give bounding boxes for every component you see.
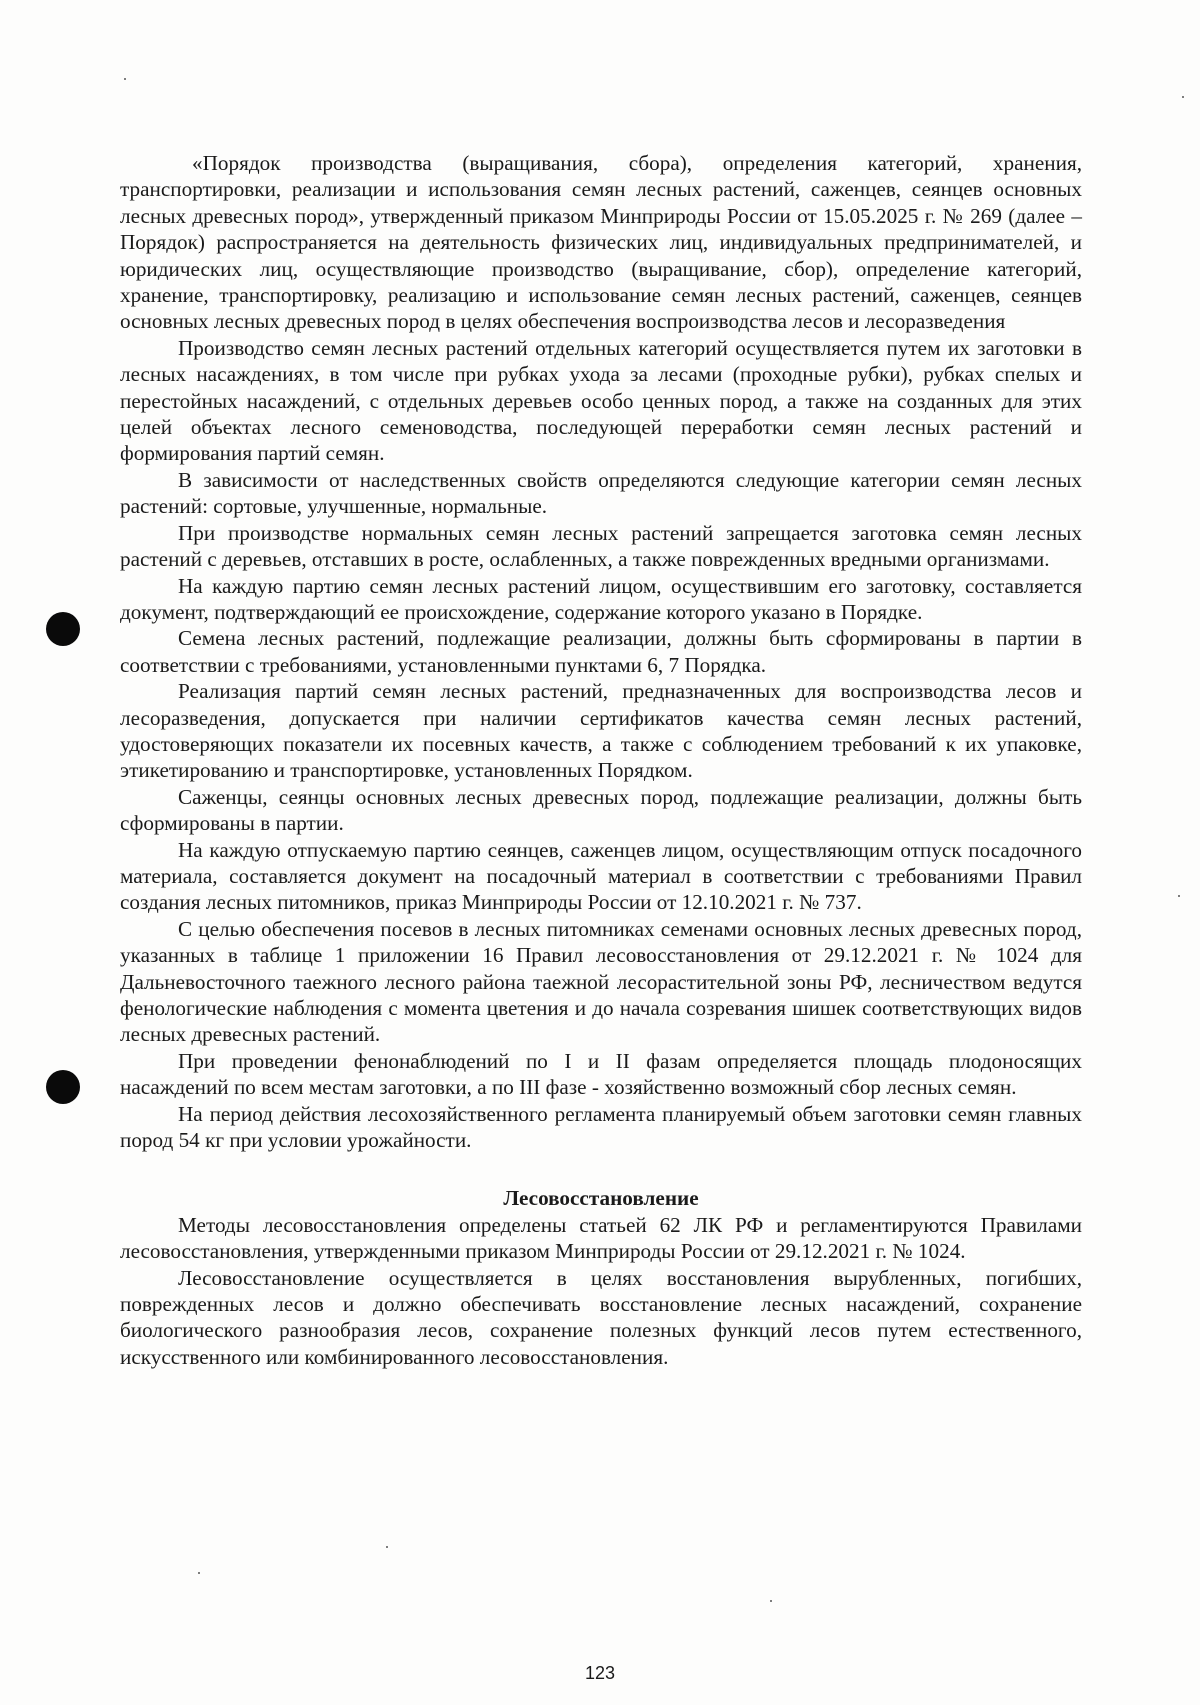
scan-speck [124, 78, 126, 80]
punch-hole-mark [46, 1070, 80, 1104]
paragraph: С целью обеспечения посевов в лесных питомниках семенами основных лесных древесных пород, указанных в таблице 1 приложении 16 Правил лесовосстановления от 29.12.2021 г. № 1024 для Дальневосточного таежного лесного района таежной лесорастительной зоны РФ, лесничеством ведутся фенологические наблюдения с момента цветения и до начала созревания шишек соответствующих видов лесных древесных растений. [120, 916, 1082, 1047]
paragraph: Производство семян лесных растений отдельных категорий осуществляется путем их заготовки в лесных насаждениях, в том числе при рубках ухода за лесами (проходные рубки), рубках спелых и перестойных насаждений, с отдельных деревьев особо ценных пород, а также на созданных для этих целей объектах лесного семеноводства, последующей переработки семян лесных растений и формирования партий семян. [120, 335, 1082, 466]
paragraph: Реализация партий семян лесных растений, предназначенных для воспроизводства лесов и лесоразведения, допускается при наличии сертификатов качества семян лесных растений, удостоверяющих показатели их посевных качеств, а также с соблюдением требований к их упаковке, этикетированию и транспортировке, установленных Порядком. [120, 679, 1082, 783]
punch-hole-mark [46, 612, 80, 646]
paragraph: На период действия лесохозяйственного регламента планируемый объем заготовки семян главных пород 54 кг при условии урожайности. [120, 1101, 1082, 1153]
paragraph: На каждую отпускаемую партию сеянцев, саженцев лицом, осуществляющим отпуск посадочного материала, составляется документ на посадочный материал в соответствии с требованиями Правил создания лесных питомников, приказ Минприроды России от 12.10.2021 г. № 737. [120, 837, 1082, 915]
document-body [120, 150, 1082, 1370]
paragraph: Семена лесных растений, подлежащие реализации, должны быть сформированы в партии в соответствии с требованиями, установленными пунктами 6, 7 Порядка. [120, 626, 1082, 677]
scan-speck [386, 1546, 388, 1548]
scan-speck [198, 1572, 200, 1574]
paragraph: В зависимости от наследственных свойств определяются следующие категории семян лесных растений: сортовые, улучшенные, нормальные. [120, 467, 1082, 519]
paragraph: При проведении фенонаблюдений по I и II фазам определяется площадь плодоносящих насаждений по всем местам заготовки, а по III фазе - хозяйственно возможный сбор лесных семян. [120, 1048, 1082, 1100]
paragraph: «Порядок производства (выращивания, сбора), определения категорий, хранения, транспортировки, реализации и использования семян лесных растений, саженцев, сеянцев основных лесных древесных пород», утвержденный приказом Минприроды России от 15.05.2025 г. № 269 (далее – Порядок) распространяется на деятельность физических лиц, индивидуальных предпринимателей, и юридических лиц, осуществляющие производство (выращивание, сбор), определение категорий, хранение, транспортировку, реализацию и использование семян лесных растений, саженцев, сеянцев основных лесных древесных пород в целях обеспечения воспроизводства лесов и лесоразведения [120, 151, 1082, 334]
scan-speck [1178, 895, 1180, 897]
paragraph: Методы лесовосстановления определены статьей 62 ЛК РФ и регламентируются Правилами лесовосстановления, утвержденными приказом Минприроды России от 29.12.2021 г. № 1024. [120, 1212, 1082, 1264]
scan-speck [1182, 96, 1184, 98]
paragraph: При производстве нормальных семян лесных растений запрещается заготовка семян лесных растений с деревьев, отставших в росте, ослабленных, а также поврежденных вредными организмами. [120, 520, 1082, 572]
paragraph: Саженцы, сеянцы основных лесных древесных пород, подлежащие реализации, должны быть сформированы в партии. [120, 784, 1082, 836]
section-heading: Лесовосстановление [503, 1186, 699, 1211]
page-number: 123 [584, 1663, 616, 1683]
paragraph: Лесовосстановление осуществляется в целях восстановления вырубленных, погибших, поврежденных лесов и должно обеспечивать восстановление лесных насаждений, сохранение биологического разнообразия лесов, сохранение полезных функций лесов путем естественного, искусственного или комбинированного лесовосстановления. [120, 1265, 1082, 1369]
scan-speck [770, 1600, 772, 1602]
paragraph: На каждую партию семян лесных растений лицом, осуществившим его заготовку, составляется документ, подтверждающий ее происхождение, содержание которого указано в Порядке. [120, 573, 1082, 624]
